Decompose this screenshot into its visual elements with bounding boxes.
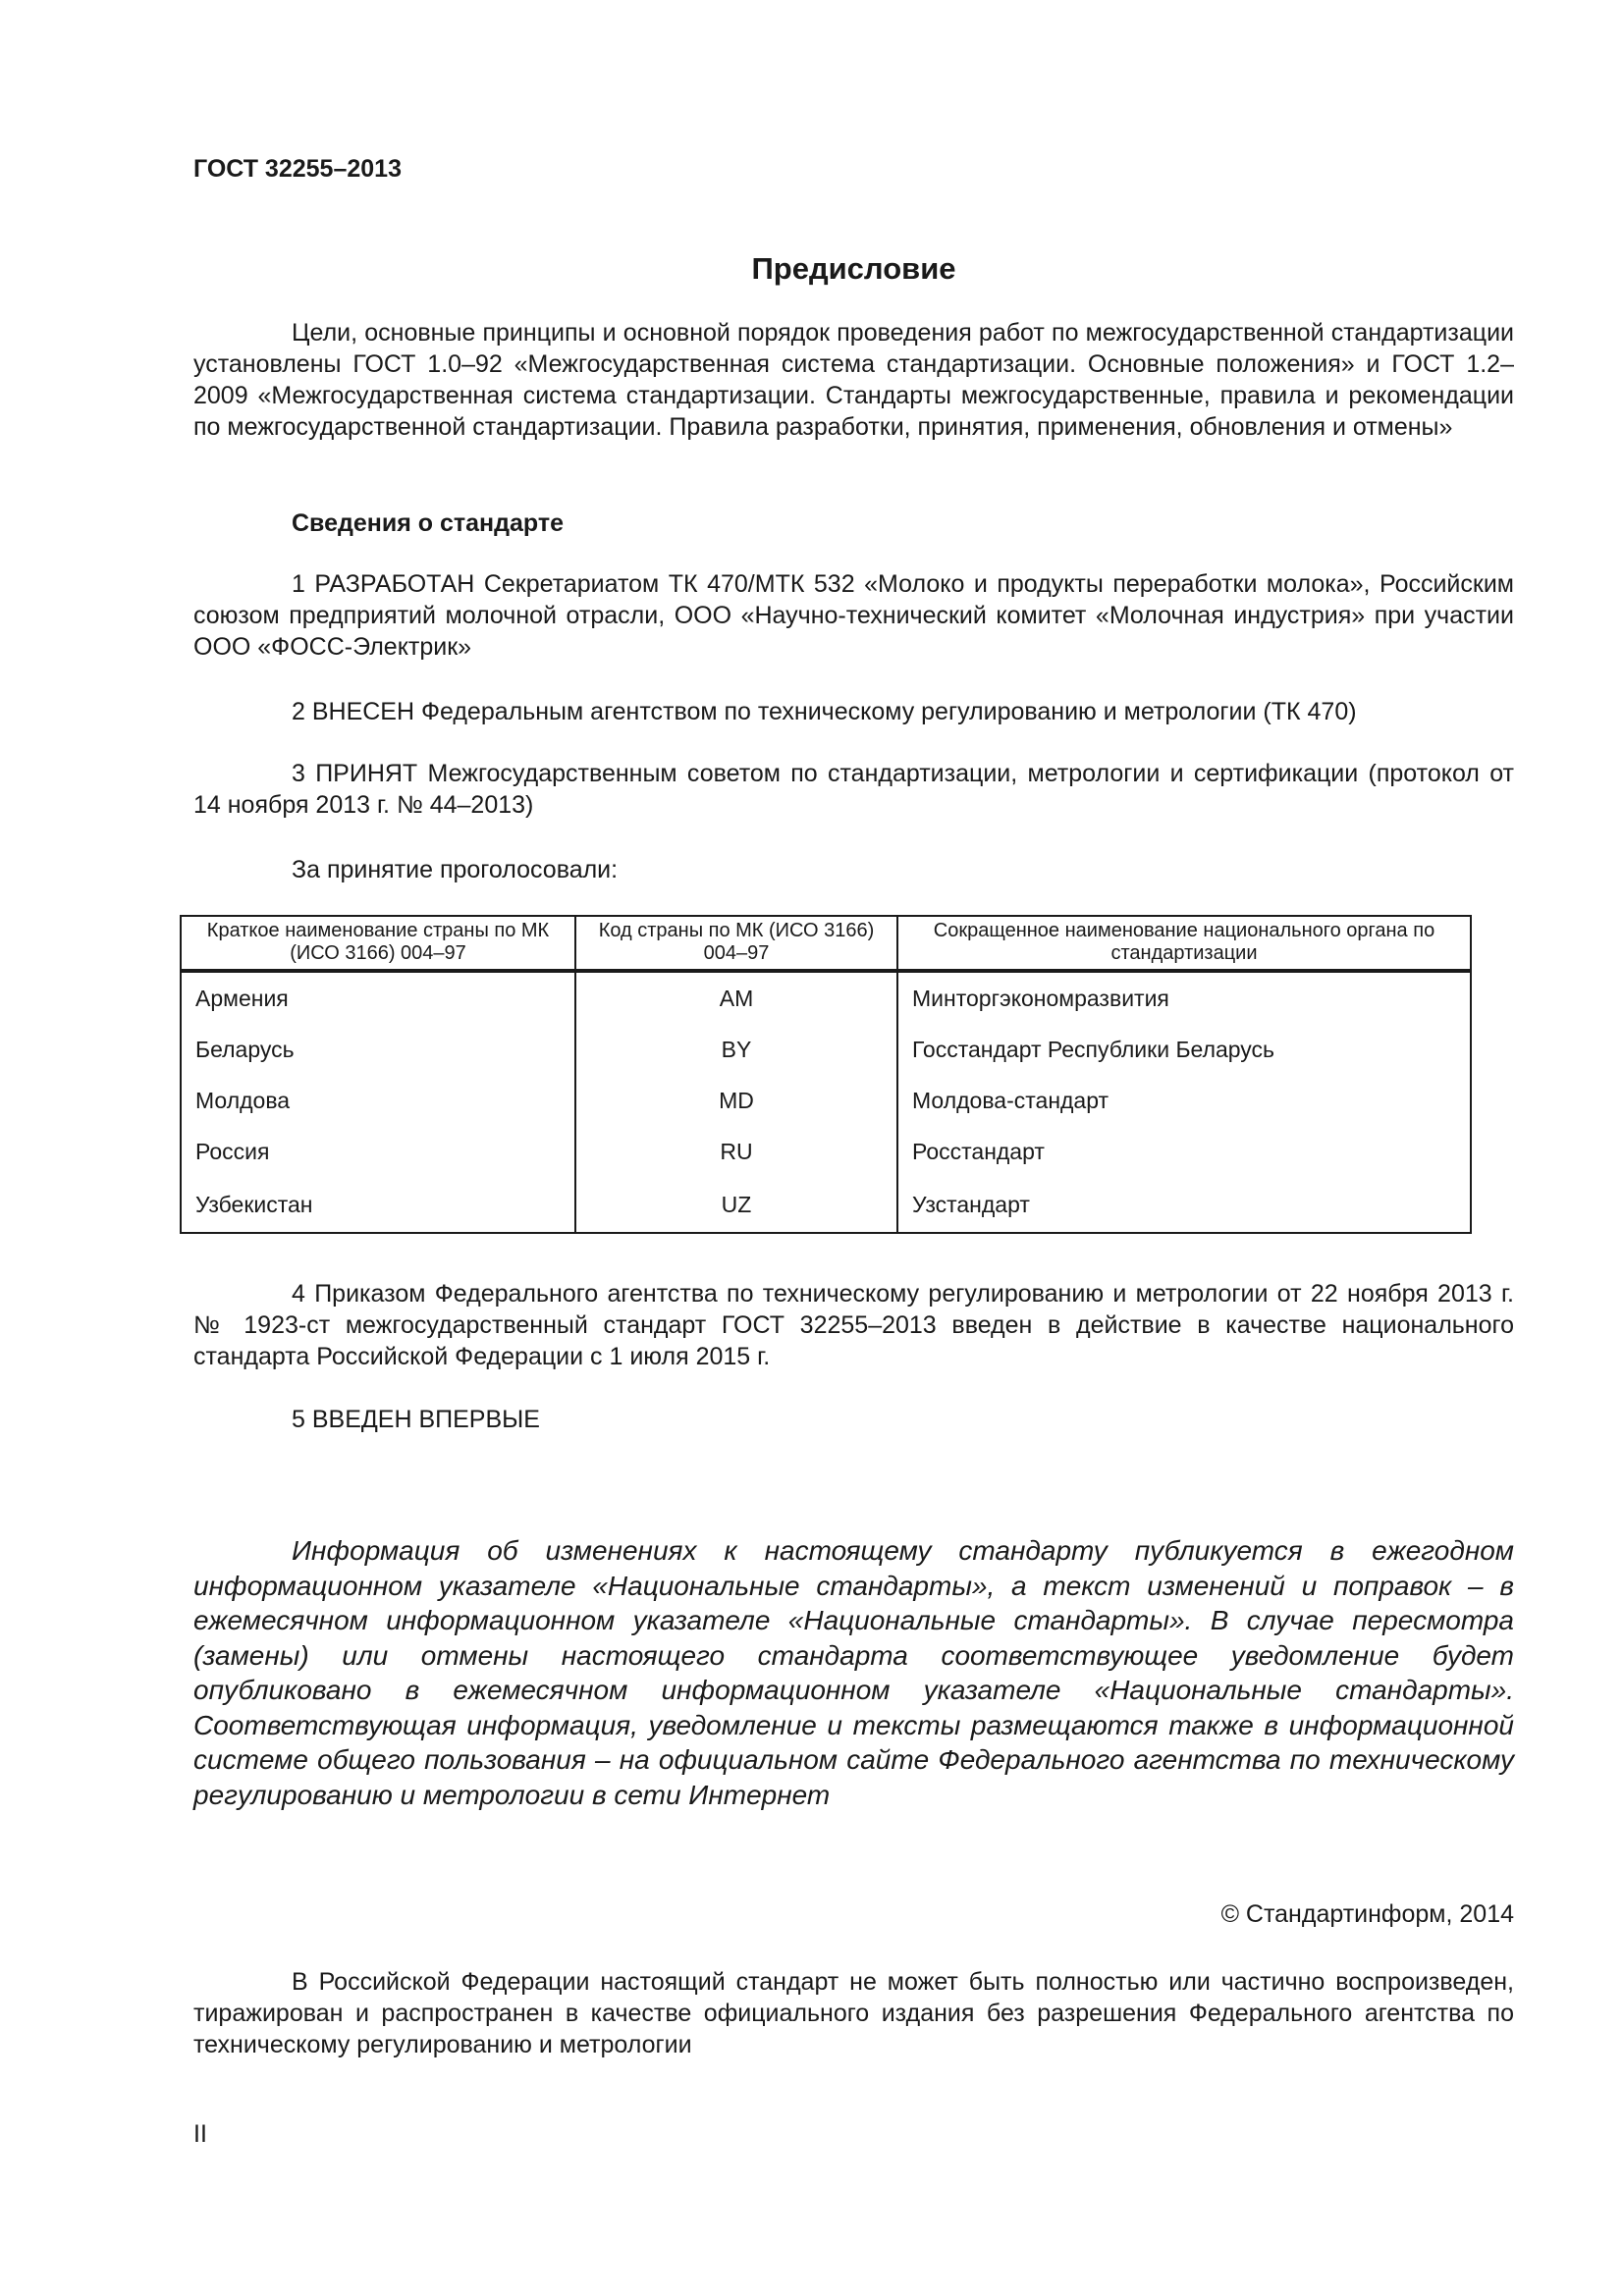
info-heading: Сведения о стандарте bbox=[292, 509, 565, 537]
changes-notice: Информация об изменениях к настоящему стандарту публикуется в ежегодном информационном указателе «Национальные стандарты», а текст изменений и поправок – в ежемесячном информационном указателе «Национальные стандарты». В случае пересмотра (замены) или отмены настоящего стандарта соответствующее уведомление будет опубликовано в ежемесячном информационном указателе «Национальные стандарты». Соответствующая информация, уведомление и тексты размещаются также в информационной системе общего пользования – на официальном сайте Федерального агентства по техническому регулированию и метрологии в сети Интернет bbox=[193, 1535, 1514, 1810]
body-cell: Узстандарт bbox=[897, 1177, 1471, 1233]
body-cell: Молдова-стандарт bbox=[897, 1075, 1471, 1126]
code-cell: BY bbox=[575, 1024, 897, 1075]
item-order: 4 Приказом Федерального агентства по техническому регулированию и метрологии от 22 ноября 2013 г. № 1923-ст межгосударственный стандарт ГОСТ 32255–2013 введен в действие в качестве национального стандарта Российской Федерации с 1 июля 2015 г. bbox=[193, 1280, 1514, 1370]
item-adopted: 3 ПРИНЯТ Межгосударственным советом по стандартизации, метрологии и сертификации (протокол от 14 ноября 2013 г. № 44–2013) bbox=[193, 760, 1514, 819]
body-cell: Росстандарт bbox=[897, 1126, 1471, 1177]
country-cell: Узбекистан bbox=[181, 1177, 575, 1233]
body-cell: Госстандарт Республики Беларусь bbox=[897, 1024, 1471, 1075]
table-header-country: Краткое наименование страны по МК (ИСО 3166) 004–97 bbox=[181, 916, 575, 971]
table-header-code: Код страны по МК (ИСО 3166) 004–97 bbox=[575, 916, 897, 971]
copyright: © Стандартинформ, 2014 bbox=[1220, 1900, 1514, 1928]
table-header-row bbox=[181, 916, 1471, 971]
code-cell: AM bbox=[575, 971, 897, 1024]
document-code: ГОСТ 32255–2013 bbox=[193, 155, 402, 183]
table-row bbox=[181, 1075, 1471, 1126]
voted-label: За принятие проголосовали: bbox=[292, 856, 619, 883]
country-cell: Молдова bbox=[181, 1075, 575, 1126]
body-cell: Минторгэкономразвития bbox=[897, 971, 1471, 1024]
item-first: 5 ВВЕДЕН ВПЕРВЫЕ bbox=[292, 1406, 540, 1433]
table-row bbox=[181, 1024, 1471, 1075]
table-row bbox=[181, 971, 1471, 1024]
page-number: II bbox=[193, 2120, 207, 2148]
table-header-body: Сокращенное наименование национального органа по стандартизации bbox=[897, 916, 1471, 971]
country-cell: Россия bbox=[181, 1126, 575, 1177]
page-title: Предисловие bbox=[751, 251, 956, 286]
item-introduced-by: 2 ВНЕСЕН Федеральным агентством по техническому регулированию и метрологии (ТК 470) bbox=[292, 698, 1357, 725]
code-cell: UZ bbox=[575, 1177, 897, 1233]
voting-table bbox=[180, 915, 1472, 1234]
code-cell: RU bbox=[575, 1126, 897, 1177]
country-cell: Армения bbox=[181, 971, 575, 1024]
item-developed: 1 РАЗРАБОТАН Секретариатом ТК 470/МТК 532 «Молоко и продукты переработки молока», Российским союзом предприятий молочной отрасли, ООО «Научно-технический комитет «Молочная индустрия» при участии ООО «ФОСС-Электрик» bbox=[193, 570, 1514, 661]
code-cell: MD bbox=[575, 1075, 897, 1126]
legal-paragraph: В Российской Федерации настоящий стандарт не может быть полностью или частично воспроизведен, тиражирован и распространен в качестве официального издания без разрешения Федерального агентства по техническому регулированию и метрологии bbox=[193, 1968, 1514, 2058]
country-cell: Беларусь bbox=[181, 1024, 575, 1075]
intro-paragraph: Цели, основные принципы и основной порядок проведения работ по межгосударственной стандартизации установлены ГОСТ 1.0–92 «Межгосударственная система стандартизации. Основные положения» и ГОСТ 1.2–2009 «Межгосударственная система стандартизации. Стандарты межгосударственные, правила и рекомендации по межгосударственной стандартизации. Правила разработки, принятия, применения, обновления и отмены» bbox=[193, 319, 1514, 441]
table-row bbox=[181, 1126, 1471, 1177]
table-row bbox=[181, 1177, 1471, 1233]
